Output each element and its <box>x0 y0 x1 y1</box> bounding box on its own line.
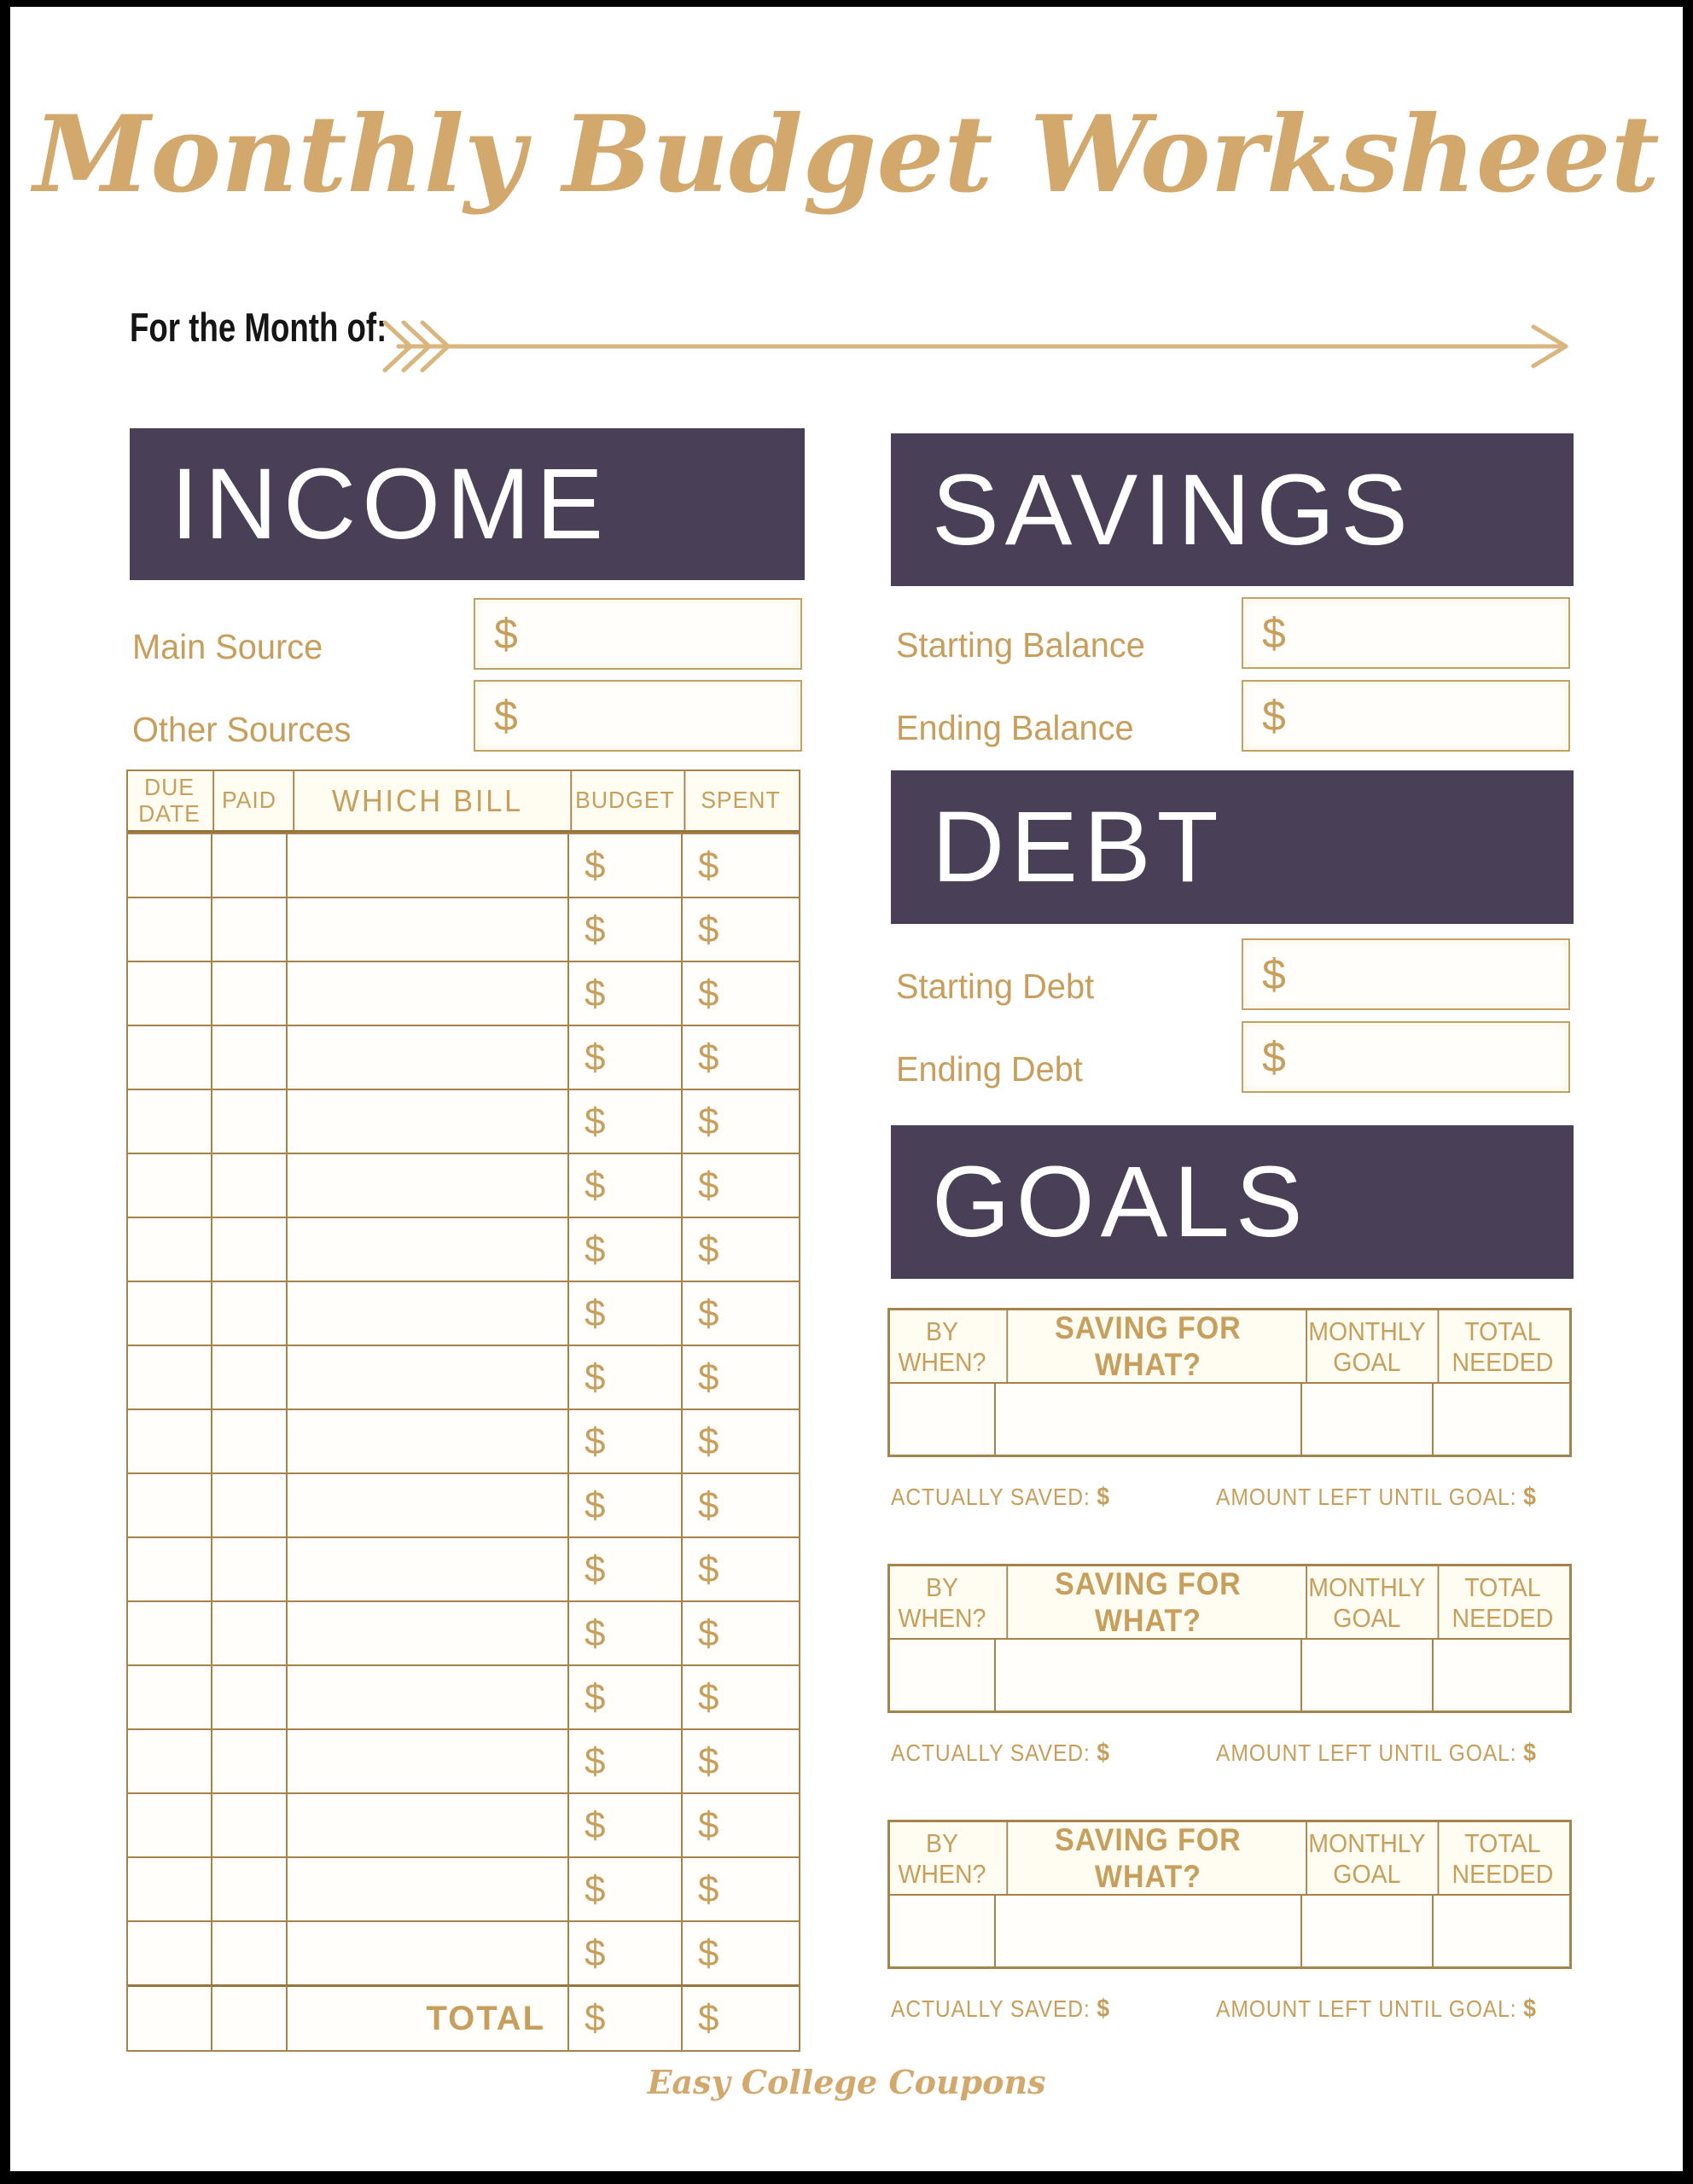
bill-due-date-cell[interactable] <box>128 1920 211 1984</box>
dollar-sign: $ <box>698 1997 719 2039</box>
spent-column-header: SPENT <box>684 771 795 830</box>
dollar-sign: $ <box>698 1036 719 1078</box>
bill-spent-cell[interactable] <box>681 1856 799 1920</box>
bill-due-date-cell[interactable] <box>128 833 211 897</box>
paid-column-header: PAID <box>212 771 284 830</box>
bill-spent-cell[interactable] <box>681 1281 799 1345</box>
goal-total-needed-cell[interactable] <box>1432 1640 1572 1711</box>
bill-budget-cell[interactable] <box>567 1856 681 1920</box>
bill-paid-cell[interactable] <box>211 1025 286 1089</box>
dollar-sign: $ <box>585 1036 606 1078</box>
bill-budget-cell[interactable] <box>567 1153 681 1217</box>
bill-which-bill-cell[interactable] <box>286 1089 567 1153</box>
dollar-sign: $ <box>585 1612 606 1654</box>
savings-title: SAVINGS <box>932 453 1414 566</box>
bill-due-date-cell[interactable] <box>128 1600 211 1664</box>
income-section-header <box>130 428 805 580</box>
goal-block <box>887 1564 1574 1820</box>
dollar-sign: $ <box>698 1867 719 1910</box>
footer-credit: Easy College Coupons <box>647 2063 1046 2101</box>
budget-column-header: BUDGET <box>570 771 678 830</box>
saving-for-what-column-header: SAVING FOR WHAT? <box>1006 1310 1288 1383</box>
ending-balance-input[interactable] <box>1242 680 1570 752</box>
bill-spent-cell[interactable] <box>681 1217 799 1281</box>
dollar-sign: $ <box>585 1228 606 1270</box>
bill-budget-cell[interactable] <box>567 1345 681 1409</box>
bill-due-date-cell[interactable] <box>128 1856 211 1920</box>
bill-paid-cell[interactable] <box>211 961 286 1025</box>
bill-spent-cell[interactable] <box>681 1153 799 1217</box>
goal-table <box>887 1820 1572 1969</box>
amount-left-text <box>1216 1995 1537 2024</box>
bill-which-bill-cell[interactable] <box>286 961 567 1025</box>
actually-saved-text <box>891 1739 1110 1768</box>
dollar-sign: $ <box>698 1931 719 1974</box>
bill-due-date-cell[interactable] <box>128 1153 211 1217</box>
amount-left-label: AMOUNT LEFT UNTIL GOAL: <box>1216 1995 1517 2022</box>
goal-saving-for-cell[interactable] <box>994 1384 1300 1455</box>
bill-table-row <box>128 1472 799 1536</box>
bill-due-date-cell[interactable] <box>128 1089 211 1153</box>
monthly-goal-column-header: MONTHLY GOAL <box>1306 1822 1427 1895</box>
amount-left-text <box>1216 1483 1537 1512</box>
dollar-sign: $ <box>698 908 719 950</box>
bill-spent-cell[interactable] <box>681 1664 799 1728</box>
bill-paid-cell[interactable] <box>211 1600 286 1664</box>
total-needed-column-header: TOTAL NEEDED <box>1438 1310 1567 1383</box>
bill-budget-cell[interactable] <box>567 1281 681 1345</box>
bill-which-bill-cell[interactable] <box>286 1345 567 1409</box>
dollar-sign: $ <box>1262 1033 1286 1081</box>
bill-budget-cell[interactable] <box>567 1409 681 1472</box>
bill-which-bill-cell[interactable] <box>286 1025 567 1089</box>
bill-due-date-cell[interactable] <box>128 1281 211 1345</box>
amount-left-text <box>1216 1739 1537 1768</box>
bill-paid-cell[interactable] <box>211 1536 286 1600</box>
dollar-sign: $ <box>585 1867 606 1910</box>
bill-due-date-cell[interactable] <box>128 1025 211 1089</box>
bill-which-bill-cell[interactable] <box>286 1281 567 1345</box>
bill-which-bill-cell[interactable] <box>286 1409 567 1472</box>
bill-budget-cell[interactable] <box>567 1728 681 1792</box>
goal-monthly-goal-cell[interactable] <box>1300 1896 1432 1966</box>
dollar-sign: $ <box>698 1804 719 1846</box>
dollar-sign: $ <box>1523 1995 1537 2023</box>
ending-balance-label: Ending Balance <box>896 708 1134 747</box>
goal-total-needed-cell[interactable] <box>1432 1384 1572 1455</box>
dollar-sign: $ <box>585 1484 606 1526</box>
dollar-sign: $ <box>585 1740 606 1782</box>
bill-budget-cell[interactable] <box>567 897 681 961</box>
bill-budget-cell[interactable] <box>567 1792 681 1856</box>
actually-saved-text <box>891 1483 1110 1512</box>
bill-paid-cell[interactable] <box>211 897 286 961</box>
dollar-sign: $ <box>698 844 719 886</box>
bill-table-row <box>128 833 799 897</box>
bill-budget-cell[interactable] <box>567 1217 681 1281</box>
bill-due-date-cell[interactable] <box>128 1409 211 1472</box>
dollar-sign: $ <box>698 972 719 1014</box>
bill-paid-cell[interactable] <box>211 1153 286 1217</box>
goal-by-when-cell[interactable] <box>890 1384 994 1455</box>
bill-table-row <box>128 1920 799 1984</box>
bill-table-row <box>128 1089 799 1153</box>
saving-for-what-column-header: SAVING FOR WHAT? <box>1006 1822 1288 1895</box>
bill-which-bill-cell[interactable] <box>286 1792 567 1856</box>
goal-table-header-row <box>890 1822 1569 1896</box>
actually-saved-label: ACTUALLY SAVED: <box>891 1484 1091 1510</box>
dollar-sign: $ <box>1523 1739 1537 1767</box>
goal-by-when-cell[interactable] <box>890 1896 994 1966</box>
ending-debt-label: Ending Debt <box>896 1049 1083 1089</box>
dollar-sign: $ <box>698 1612 719 1654</box>
total-paid-cell[interactable] <box>211 1984 286 2050</box>
dollar-sign: $ <box>698 1420 719 1462</box>
dollar-sign: $ <box>494 692 518 740</box>
ending-debt-input[interactable] <box>1242 1021 1570 1093</box>
bill-which-bill-cell[interactable] <box>286 1920 567 1984</box>
which-bill-column-header: WHICH BILL <box>293 771 561 830</box>
goal-meta-row <box>887 1995 1574 2029</box>
month-arrow-icon <box>380 316 1574 377</box>
total-needed-column-header: TOTAL NEEDED <box>1438 1566 1567 1639</box>
bill-table-header-row <box>128 771 799 833</box>
actually-saved-label: ACTUALLY SAVED: <box>891 1995 1091 2022</box>
dollar-sign: $ <box>698 1164 719 1206</box>
bill-spent-cell[interactable] <box>681 1920 799 1984</box>
bill-spent-cell[interactable] <box>681 1600 799 1664</box>
dollar-sign: $ <box>585 844 606 886</box>
bill-budget-cell[interactable] <box>567 1536 681 1600</box>
dollar-sign: $ <box>585 1931 606 1974</box>
goal-meta-row <box>887 1483 1574 1517</box>
bill-paid-cell[interactable] <box>211 1281 286 1345</box>
bill-table-row <box>128 1728 799 1792</box>
dollar-sign: $ <box>585 1292 606 1334</box>
bill-table-row <box>128 1281 799 1345</box>
bill-paid-cell[interactable] <box>211 1920 286 1984</box>
bill-paid-cell[interactable] <box>211 1472 286 1536</box>
bill-due-date-cell[interactable] <box>128 1728 211 1792</box>
bill-which-bill-cell[interactable] <box>286 1664 567 1728</box>
bill-which-bill-cell[interactable] <box>286 833 567 897</box>
bill-due-date-cell[interactable] <box>128 1664 211 1728</box>
goal-saving-for-cell[interactable] <box>994 1640 1300 1711</box>
dollar-sign: $ <box>1262 692 1286 740</box>
total-needed-column-header: TOTAL NEEDED <box>1438 1822 1567 1895</box>
goal-table <box>887 1564 1572 1713</box>
bill-table-row <box>128 1345 799 1409</box>
bill-due-date-cell[interactable] <box>128 1472 211 1536</box>
dollar-sign: $ <box>1097 1739 1110 1767</box>
total-spent-cell[interactable] <box>681 1984 799 2050</box>
saving-for-what-column-header: SAVING FOR WHAT? <box>1006 1566 1288 1639</box>
bill-due-date-cell[interactable] <box>128 961 211 1025</box>
dollar-sign: $ <box>1097 1995 1110 2023</box>
bill-budget-cell[interactable] <box>567 1089 681 1153</box>
month-of-label: For the Month of: <box>130 305 387 350</box>
goals-title: GOALS <box>932 1146 1309 1258</box>
bill-table-row <box>128 1409 799 1472</box>
bill-spent-cell[interactable] <box>681 897 799 961</box>
page-title: Monthly Budget Worksheet <box>33 93 1660 217</box>
dollar-sign: $ <box>698 1228 719 1270</box>
dollar-sign: $ <box>585 908 606 950</box>
bill-table-row <box>128 961 799 1025</box>
bill-paid-cell[interactable] <box>211 1792 286 1856</box>
total-due-date-cell[interactable] <box>128 1984 211 2050</box>
total-budget-cell[interactable] <box>567 1984 681 2050</box>
bill-spent-cell[interactable] <box>681 1409 799 1472</box>
bill-which-bill-cell[interactable] <box>286 1536 567 1600</box>
bill-table-row <box>128 1536 799 1600</box>
bill-budget-cell[interactable] <box>567 961 681 1025</box>
bill-due-date-cell[interactable] <box>128 1536 211 1600</box>
dollar-sign: $ <box>585 1804 606 1846</box>
dollar-sign: $ <box>585 1356 606 1398</box>
bill-due-date-cell[interactable] <box>128 1345 211 1409</box>
dollar-sign: $ <box>585 972 606 1014</box>
bill-spent-cell[interactable] <box>681 1025 799 1089</box>
bill-budget-cell[interactable] <box>567 1664 681 1728</box>
bill-table-row <box>128 1792 799 1856</box>
dollar-sign: $ <box>1262 950 1286 998</box>
bill-which-bill-cell[interactable] <box>286 1856 567 1920</box>
actually-saved-text <box>891 1995 1110 2024</box>
bill-budget-cell[interactable] <box>567 1600 681 1664</box>
by-when-column-header: BY WHEN? <box>898 1316 986 1377</box>
bill-paid-cell[interactable] <box>211 833 286 897</box>
goal-table-row <box>890 1384 1569 1455</box>
bill-due-date-cell[interactable] <box>128 897 211 961</box>
main-source-input[interactable] <box>474 598 802 670</box>
bill-budget-cell[interactable] <box>567 1920 681 1984</box>
dollar-sign: $ <box>698 1100 719 1142</box>
bill-spent-cell[interactable] <box>681 1472 799 1536</box>
bill-which-bill-cell[interactable] <box>286 1217 567 1281</box>
bill-table-row <box>128 1153 799 1217</box>
income-title: INCOME <box>171 448 609 561</box>
bill-paid-cell[interactable] <box>211 1217 286 1281</box>
bill-table-row <box>128 1664 799 1728</box>
bill-table-row <box>128 1856 799 1920</box>
bill-which-bill-cell[interactable] <box>286 1472 567 1536</box>
bill-spent-cell[interactable] <box>681 1728 799 1792</box>
bill-table-total-row <box>128 1984 799 2050</box>
main-source-label: Main Source <box>132 627 323 666</box>
starting-balance-label: Starting Balance <box>896 625 1145 665</box>
total-label: TOTAL <box>286 1984 567 2050</box>
goal-saving-for-cell[interactable] <box>994 1896 1300 1966</box>
dollar-sign: $ <box>494 610 518 658</box>
bill-table <box>126 770 800 2052</box>
bill-paid-cell[interactable] <box>211 1089 286 1153</box>
goal-meta-row <box>887 1739 1574 1773</box>
bill-due-date-cell[interactable] <box>128 1217 211 1281</box>
dollar-sign: $ <box>698 1740 719 1782</box>
dollar-sign: $ <box>585 1100 606 1142</box>
dollar-sign: $ <box>698 1676 719 1718</box>
bill-table-row <box>128 1600 799 1664</box>
bill-due-date-cell[interactable] <box>128 1792 211 1856</box>
goal-table-header-row <box>890 1566 1569 1640</box>
bill-budget-cell[interactable] <box>567 1472 681 1536</box>
bill-table-row <box>128 1025 799 1089</box>
by-when-column-header: BY WHEN? <box>898 1827 986 1889</box>
bill-spent-cell[interactable] <box>681 1792 799 1856</box>
bill-which-bill-cell[interactable] <box>286 897 567 961</box>
bill-budget-cell[interactable] <box>567 1025 681 1089</box>
goal-monthly-goal-cell[interactable] <box>1300 1640 1432 1711</box>
starting-balance-input[interactable] <box>1242 597 1570 669</box>
bill-spent-cell[interactable] <box>681 1536 799 1600</box>
goal-total-needed-cell[interactable] <box>1432 1896 1572 1966</box>
due-date-column-header: DUE DATE <box>138 773 201 827</box>
goal-table-header-row <box>890 1310 1569 1384</box>
dollar-sign: $ <box>698 1484 719 1526</box>
goals-section-header <box>891 1125 1574 1279</box>
bill-which-bill-cell[interactable] <box>286 1600 567 1664</box>
bill-paid-cell[interactable] <box>211 1409 286 1472</box>
goal-block <box>887 1820 1574 2076</box>
dollar-sign: $ <box>585 1548 606 1590</box>
dollar-sign: $ <box>698 1548 719 1590</box>
starting-debt-input[interactable] <box>1242 938 1570 1010</box>
dollar-sign: $ <box>585 1676 606 1718</box>
goal-blocks <box>887 1308 1574 2076</box>
debt-title: DEBT <box>932 791 1225 903</box>
bill-which-bill-cell[interactable] <box>286 1153 567 1217</box>
bill-paid-cell[interactable] <box>211 1856 286 1920</box>
goal-by-when-cell[interactable] <box>890 1640 994 1711</box>
bill-table-row <box>128 1217 799 1281</box>
other-sources-label: Other Sources <box>132 710 352 749</box>
bill-spent-cell[interactable] <box>681 1345 799 1409</box>
other-sources-input[interactable] <box>474 680 802 752</box>
bill-budget-cell[interactable] <box>567 833 681 897</box>
bill-table-rows <box>128 833 799 1984</box>
actually-saved-label: ACTUALLY SAVED: <box>891 1740 1091 1766</box>
dollar-sign: $ <box>585 1164 606 1206</box>
dollar-sign: $ <box>585 1420 606 1462</box>
dollar-sign: $ <box>585 1997 606 2039</box>
bill-spent-cell[interactable] <box>681 1089 799 1153</box>
amount-left-label: AMOUNT LEFT UNTIL GOAL: <box>1216 1484 1517 1510</box>
goal-block <box>887 1308 1574 1564</box>
dollar-sign: $ <box>1097 1483 1110 1511</box>
bill-which-bill-cell[interactable] <box>286 1728 567 1792</box>
goal-table-row <box>890 1640 1569 1711</box>
monthly-goal-column-header: MONTHLY GOAL <box>1306 1566 1427 1639</box>
dollar-sign: $ <box>1262 609 1286 657</box>
bill-spent-cell[interactable] <box>681 961 799 1025</box>
goal-table-row <box>890 1896 1569 1966</box>
monthly-goal-column-header: MONTHLY GOAL <box>1306 1310 1427 1383</box>
dollar-sign: $ <box>698 1292 719 1334</box>
bill-table-row <box>128 897 799 961</box>
bill-paid-cell[interactable] <box>211 1664 286 1728</box>
bill-spent-cell[interactable] <box>681 833 799 897</box>
goal-monthly-goal-cell[interactable] <box>1300 1384 1432 1455</box>
bill-paid-cell[interactable] <box>211 1345 286 1409</box>
savings-section-header <box>891 433 1574 586</box>
by-when-column-header: BY WHEN? <box>898 1571 986 1633</box>
amount-left-label: AMOUNT LEFT UNTIL GOAL: <box>1216 1740 1517 1766</box>
dollar-sign: $ <box>698 1356 719 1398</box>
goal-table <box>887 1308 1572 1457</box>
dollar-sign: $ <box>1523 1483 1537 1511</box>
bill-paid-cell[interactable] <box>211 1728 286 1792</box>
starting-debt-label: Starting Debt <box>896 967 1095 1006</box>
debt-section-header <box>891 770 1574 924</box>
